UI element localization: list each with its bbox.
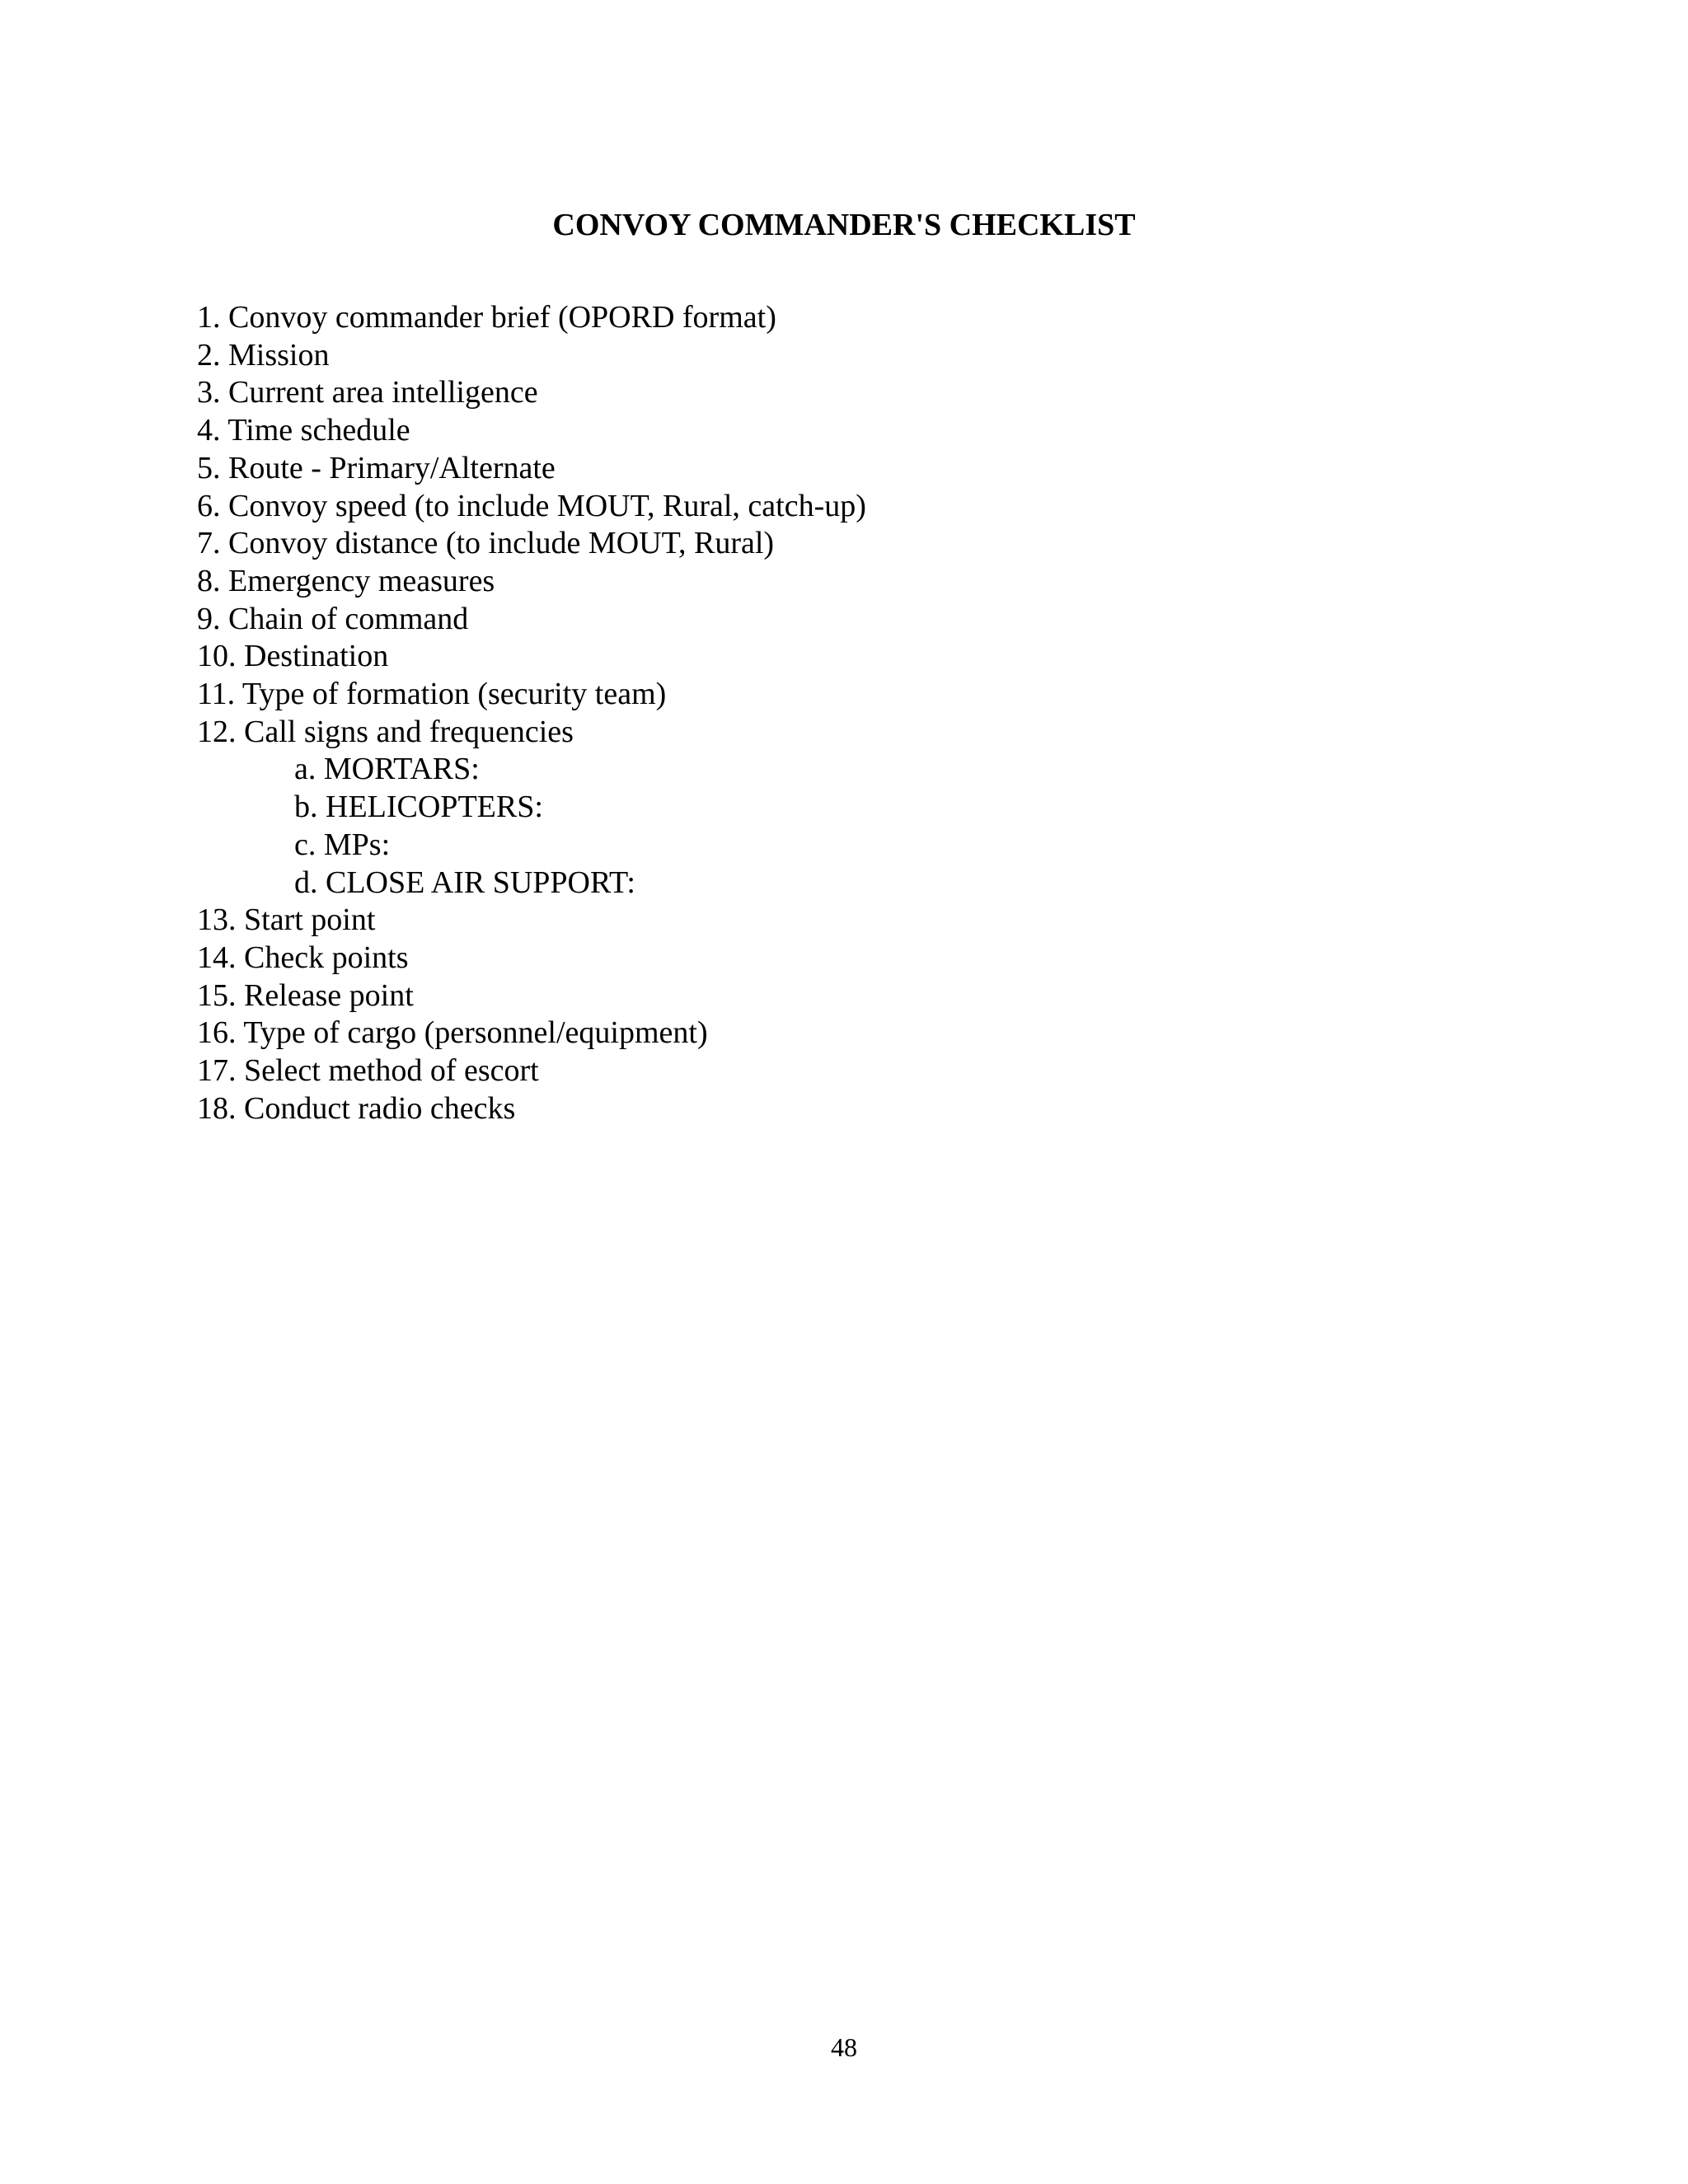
- checklist-subitem: d. CLOSE AIR SUPPORT:: [294, 865, 635, 900]
- page-number: 48: [831, 2032, 857, 2062]
- checklist-item: 1. Convoy commander brief (OPORD format): [197, 300, 776, 335]
- document-title: CONVOY COMMANDER'S CHECKLIST: [552, 208, 1136, 242]
- checklist-subitem: c. MPs:: [294, 827, 391, 862]
- checklist-item: 6. Convoy speed (to include MOUT, Rural, catch-up): [197, 488, 866, 523]
- checklist-item: 14. Check points: [197, 940, 409, 975]
- checklist-item: 3. Current area intelligence: [197, 375, 538, 410]
- checklist-item: 18. Conduct radio checks: [197, 1090, 516, 1126]
- checklist: [197, 299, 866, 1127]
- checklist-item: 15. Release point: [197, 977, 414, 1013]
- checklist-item: 10. Destination: [197, 639, 389, 674]
- checklist-item: 16. Type of cargo (personnel/equipment): [197, 1015, 708, 1051]
- checklist-item: 9. Chain of command: [197, 601, 469, 636]
- checklist-item: 2. Mission: [197, 337, 330, 373]
- checklist-item: 13. Start point: [197, 902, 376, 938]
- checklist-item: 4. Time schedule: [197, 413, 410, 448]
- checklist-item: 17. Select method of escort: [197, 1053, 539, 1089]
- checklist-item: 5. Route - Primary/Alternate: [197, 450, 556, 485]
- checklist-item: 8. Emergency measures: [197, 563, 495, 598]
- checklist-item: 11. Type of formation (security team): [197, 677, 667, 712]
- checklist-subitem: b. HELICOPTERS:: [294, 790, 543, 825]
- checklist-subitem: a. MORTARS:: [294, 752, 480, 787]
- checklist-item: 12. Call signs and frequencies: [197, 714, 574, 749]
- checklist-item: 7. Convoy distance (to include MOUT, Rural): [197, 526, 775, 561]
